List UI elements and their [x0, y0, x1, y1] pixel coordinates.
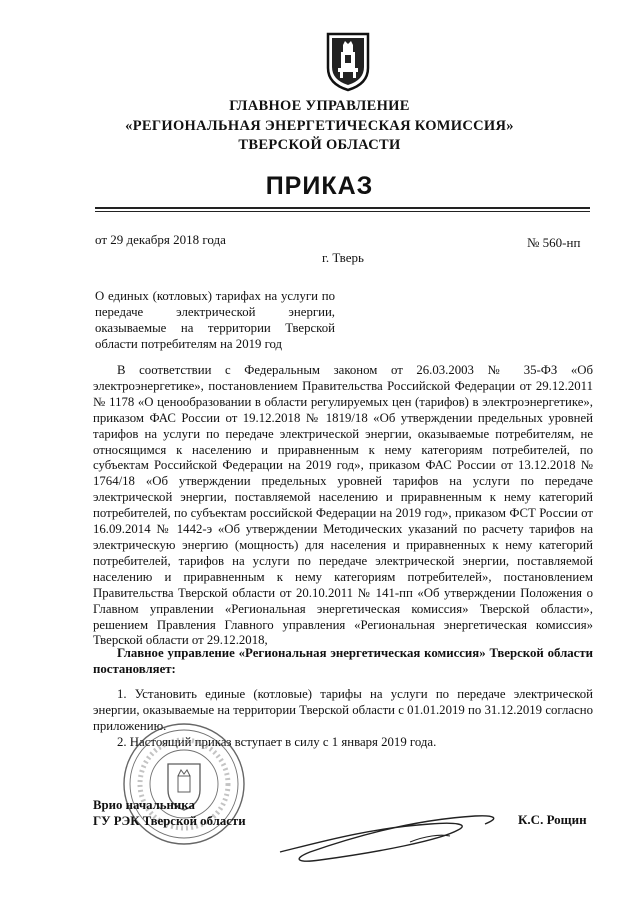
header-divider-thin	[95, 211, 590, 212]
signer-name: К.С. Рощин	[518, 812, 587, 827]
handwritten-signature	[260, 790, 510, 880]
order-item-2: 2. Настоящий приказ вступает в силу с 1 января 2019 года.	[117, 735, 437, 749]
document-city: г. Тверь	[322, 250, 364, 265]
resolution-statement: Главное управление «Региональная энергетическая комиссия» Тверской области постановляет:	[93, 646, 593, 676]
signer-position	[93, 797, 246, 829]
document-subject: О единых (котловых) тарифах на услуги по передаче электрической энергии, оказываемые на территории Тверской области потребителям на 2019 год	[95, 289, 335, 351]
org-name-line3: ТВЕРСКОЙ ОБЛАСТИ	[238, 137, 401, 153]
signer-position-line2: ГУ РЭК Тверской области	[93, 814, 246, 828]
preamble-paragraph: В соответствии с Федеральным законом от 26.03.2003 № 35-ФЗ «Об электроэнергетике», постановлением Правительства Российской Федерации от 29.12.2011 № 1178 «О ценообразовании в области регулируемых цен (тарифов) в электроэнергетике», приказом ФАС России от 19.12.2018 № 1819/18 «Об утверждении предельных уровней тарифов на услуги по передаче электрической энергии, оказываемые потребителям, не относящимся к населению и приравненным к нему категориям потребителей, по субъектам Российской Федерации на 2019 год», приказом ФАС России от 13.12.2018 № 1764/18 «Об утверждении предельных уровней тарифов на услуги по передаче электрической энергии, поставляемой населению и приравненным к нему категорий потребителей, по субъектам российской Федерации на 2019 год», приказом ФСТ России от 16.09.2014 № 1442-э «Об утверждении Методических указаний по расчету тарифов на электрическую энергию (мощность) для населения и приравненных к нему категорий потребителей, тарифов на услуги по передаче электрической энергии, поставляемой населению и приравненным к нему категориям потребителей», постановлением Правительства Тверской области от 20.10.2011 № 141-пп «Об утверждении Положения о Главном управлении «Региональная энергетическая комиссия» Тверской области», решением Правления Главного управления «Региональная энергетическая комиссия» Тверской области от 29.12.2018,	[93, 363, 593, 648]
document-number: № 560-нп	[527, 235, 581, 250]
order-item-1: 1. Установить единые (котловые) тарифы на услуги по передаче электрической энергии, оказываемые на территории Тверской области с 01.01.2019 по 31.12.2019 согласно приложению.	[93, 687, 593, 733]
org-name-line2: «РЕГИОНАЛЬНАЯ ЭНЕРГЕТИЧЕСКАЯ КОМИССИЯ»	[125, 118, 514, 134]
org-name-line1: ГЛАВНОЕ УПРАВЛЕНИЕ	[229, 98, 410, 114]
document-date: от 29 декабря 2018 года	[95, 232, 226, 247]
document-type-title: ПРИКАЗ	[265, 172, 374, 200]
header-divider	[95, 207, 590, 209]
signer-position-line1: Врио начальника	[93, 798, 195, 812]
tver-coat-of-arms-icon	[324, 30, 372, 92]
